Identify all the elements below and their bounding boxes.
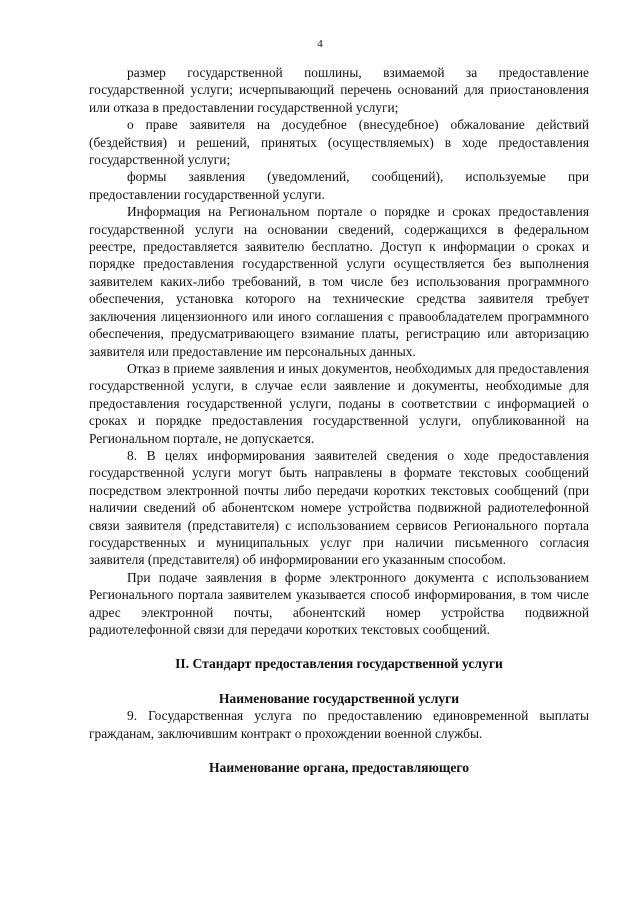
- paragraph-8-notification: 8. В целях информирования заявителей сведения о ходе предоставления государственной услуги могут быть направлены в формате текстовых сообщений посредством электронной почты либо передачи коротких текстовых сообщений (при наличии сведений об абонентском номере устройства подвижной радиотелефонной связи заявителя (представителя) с использованием сервисов Регионального портала государственных и муниципальных услуг при наличии письменного согласия заявителя (представителя) об информировании его указанным способом.: [89, 447, 589, 568]
- paragraph-fee-info: размер государственной пошлины, взимаемой за предоставление государственной услуги; исчерпывающий перечень оснований для приостановления или отказа в предоставлении государственной услуги;: [89, 65, 589, 115]
- paragraph-portal-info: Информация на Региональном портале о порядке и сроках предоставления государственной услуги на основании сведений, содержащихся в федеральном реестре, предоставляется заявителю бесплатно. Доступ к информации о сроках и порядке предоставления государственной услуги осуществляется без выполнения заявителем каких-либо требований, в том числе без использования программного обеспечения, установка которого на технические средства заявителя требует заключения лицензионного или иного соглашения с правообладателем программного обеспечения, предусматривающего взимание платы, регистрацию или авторизацию заявителя или предоставление им персональных данных.: [89, 204, 589, 359]
- paragraph-appeal-right: о праве заявителя на досудебное (внесудебное) обжалование действий (бездействия) и решений, принятых (осуществляемых) в ходе предоставления государственной услуги;: [89, 117, 589, 168]
- document-body: [89, 64, 589, 776]
- paragraph-electronic-submission: При подаче заявления в форме электронного документа с использованием Регионального портала заявителем указывается способ информирования, в том числе адрес электронной почты, абонентский номер устройства подвижной радиотелефонной связи для передачи коротких текстовых сообщений.: [89, 569, 589, 637]
- paragraph-9-service: 9. Государственная услуга по предоставлению единовременной выплаты гражданам, заключившим контракт о прохождении военной службы.: [89, 708, 589, 741]
- section-title: II. Стандарт предоставления государственной услуги: [175, 656, 503, 672]
- paragraph-refusal: Отказ в приеме заявления и иных документов, необходимых для предоставления государственной услуги, в случае если заявление и документы, необходимые для предоставления государственной услуги, поданы в соответствии с информацией о сроках и порядке предоставления государственной услуги, опубликованной на Региональном портале, не допускается.: [89, 360, 589, 446]
- subsection-title-service-name: Наименование государственной услуги: [218, 690, 460, 706]
- subsection-title-authority: Наименование органа, предоставляющего: [208, 760, 470, 776]
- page-number: 4: [317, 38, 323, 50]
- paragraph-forms: формы заявления (уведомлений, сообщений), используемые при предоставлении государственной услуги.: [89, 169, 589, 202]
